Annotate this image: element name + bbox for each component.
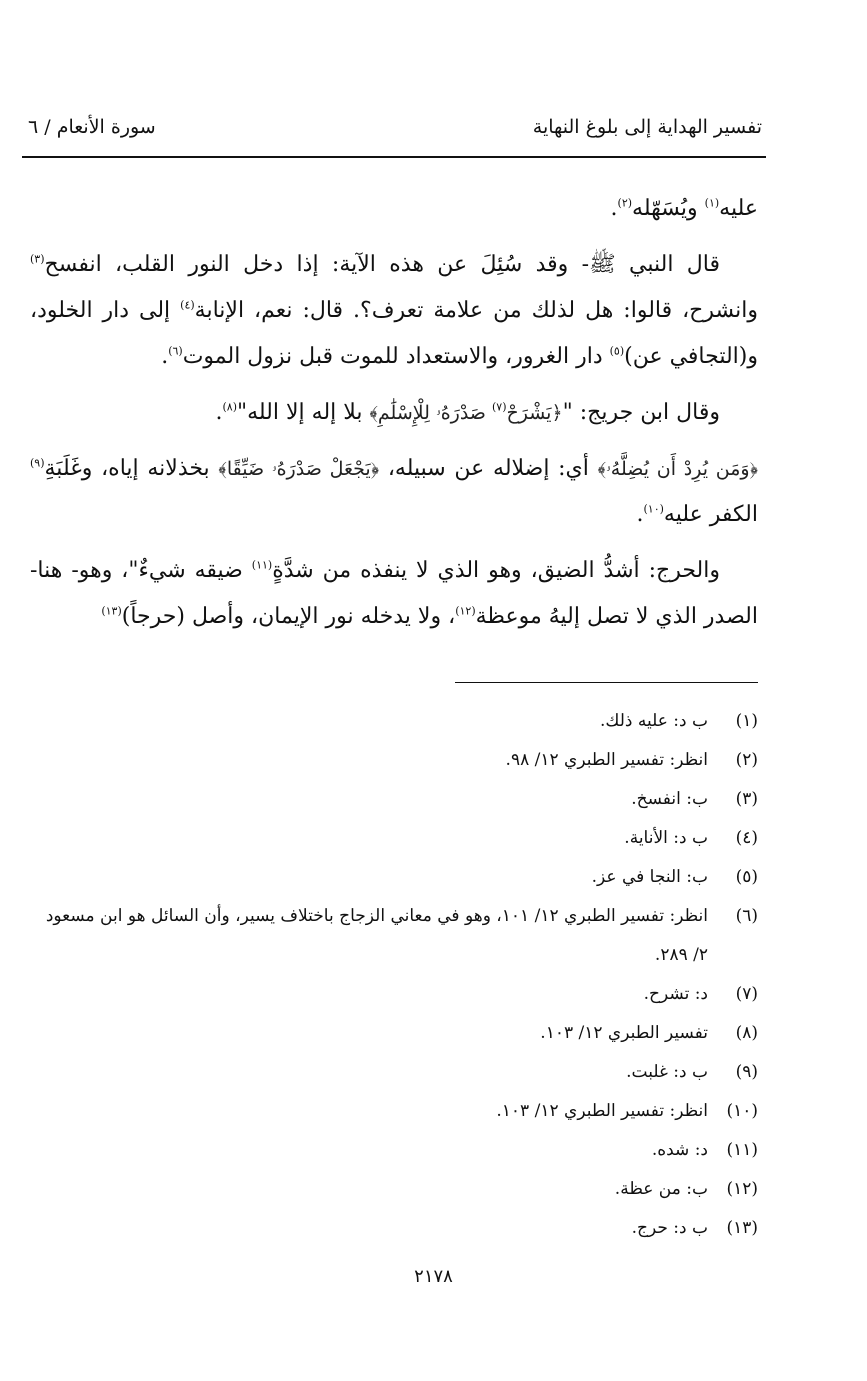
footnote-ref: (٤) [180,298,195,312]
text: عليه [719,196,758,221]
footnote-number: (٢) [735,750,758,770]
running-header [22,112,766,158]
text: وقال ابن جريج: " [562,400,720,425]
footnote-item [36,1053,758,1092]
paragraph-2 [30,242,758,380]
text: . [636,502,644,527]
footnote-number: (١٣) [726,1218,758,1238]
paragraph-5 [30,548,758,640]
footnote-number: (٦) [735,906,758,926]
text: إلى دار الخلود، و(التجافي عن) [30,298,758,369]
footnote-number: (٨) [735,1023,758,1043]
footnote-number: (٩) [735,1062,758,1082]
footnote-ref: (٩) [30,456,45,470]
text: . [161,344,169,369]
main-text [30,186,758,650]
text: . [215,400,223,425]
footnote-item [36,819,758,858]
footnote-text: ب د: الأناية. [624,828,708,848]
text: دار الغرور، والاستعداد للموت قبل نزول الموت [182,344,610,369]
footnote-text: د: شده. [651,1140,708,1160]
text: الكفر عليه [663,502,758,527]
footnote-number: (٣) [735,789,758,809]
footnote-ref: (٨) [222,400,237,414]
footnote-number: (٤) [735,828,758,848]
footnote-text: د: تشرح. [643,984,708,1004]
footnote-ref: (١٠) [643,502,664,516]
text: ، ولا يدخله نور الإيمان، وأصل (حرجاً) [121,604,456,629]
footnote-number: (١) [735,711,758,731]
text: ضيقه شيءٌ"، وهو- هنا- الصدر الذي لا تصل إليهُ موعظة [30,558,758,629]
quran-quote: ﴿وَمَن يُرِدْ أَن يُضِلَّهُۥ﴾ [597,458,758,480]
footnote-text: تفسير الطبري ١٢/ ١٠٣. [540,1023,708,1043]
footnote-text: ب: من عظة. [614,1179,708,1199]
footnote-number: (٧) [735,984,758,1004]
text: وانشرح، قالوا: هل لذلك من علامة تعرف؟. قال: نعم، الإنابة [194,298,758,323]
surah-label: سورة الأنعام / ٦ [28,116,156,138]
footnote-text: ب: النجا في عز. [591,867,708,887]
footnote-ref: (١٣) [101,604,122,618]
footnote-text: ب د: حرج. [631,1218,708,1238]
footnote-item [36,897,758,975]
footnote-number: (٥) [735,867,758,887]
footnote-ref: (١) [704,196,720,210]
footnote-separator [455,682,758,683]
text: أي: إضلاله عن سبيله، [379,456,598,481]
footnote-item [36,741,758,780]
footnote-item [36,780,758,819]
paragraph-3 [30,390,758,436]
quran-quote: ﴿يَشْرَحْ [506,402,563,424]
footnote-text: ب د: غلبت. [626,1062,708,1082]
footnote-item [36,1131,758,1170]
footnote-ref: (٦) [168,344,183,358]
quran-quote: صَدْرَهُۥ لِلْإِسْلَٰمِ﴾ [369,402,492,424]
footnote-item [36,858,758,897]
footnote-ref: (٧) [491,400,507,414]
footnote-number: (١٢) [726,1179,758,1199]
footnote-number: (١٠) [726,1101,758,1121]
page-number: ٢١٧٨ [414,1266,453,1287]
text: ويُسَهّله [632,196,705,221]
footnote-text: انظر: تفسير الطبري ١٢/ ٩٨. [505,750,708,770]
text: بخذلانه إياه، وغَلَبَةِ [44,456,219,481]
footnote-item [36,1014,758,1053]
footnote-item [36,1170,758,1209]
footnotes-list [36,702,758,1248]
footnote-text: انظر: تفسير الطبري ١٢/ ١٠١، وهو في معاني الزجاج باختلاف يسير، وأن السائل هو ابن مسعود ٢/ ٢٨٩. [45,906,708,965]
footnote-text: انظر: تفسير الطبري ١٢/ ١٠٣. [496,1101,708,1121]
footnote-text: ب: انفسخ. [631,789,708,809]
footnote-text: ب د: عليه ذلك. [599,711,708,731]
footnote-item [36,975,758,1014]
footnote-ref: (١٢) [455,604,476,618]
text: والحرج: أشدُّ الضيق، وهو الذي لا ينفذه من شدَّةٍ [272,558,720,583]
text: قال النبي ﷺ- وقد سُئِلَ عن هذه الآية: إذا دخل النور القلب، انفسح [44,252,720,277]
book-title: تفسير الهداية إلى بلوغ النهاية [532,116,762,138]
footnote-item [36,702,758,741]
text: بلا إله إلا الله" [236,400,370,425]
quran-quote: ﴿يَجْعَلْ صَدْرَهُۥ ضَيِّقًا﴾ [218,458,380,480]
text: . [610,196,618,221]
paragraph-1 [30,186,758,232]
footnote-item [36,1092,758,1131]
footnote-item [36,1209,758,1248]
footnote-ref: (٣) [30,252,45,266]
paragraph-4 [30,446,758,538]
footnote-ref: (٥) [609,344,625,358]
footnote-ref: (١١) [251,558,273,572]
footnote-number: (١١) [726,1140,758,1160]
footnote-ref: (٢) [617,196,633,210]
